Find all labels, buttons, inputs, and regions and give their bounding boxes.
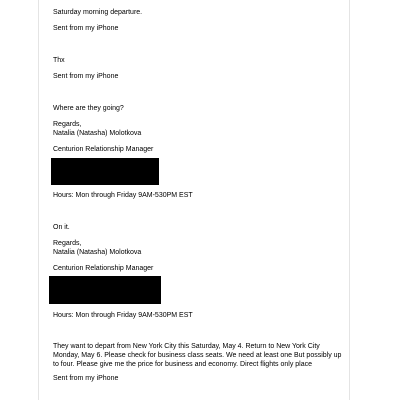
- regards-line: Regards,: [53, 240, 82, 247]
- hours-line: Hours: Mon through Friday 9AM-530PM EST: [53, 192, 193, 199]
- signature-iphone: Sent from my iPhone: [53, 73, 119, 80]
- regards-line: Regards,: [53, 121, 82, 128]
- document-page: [38, 0, 350, 400]
- signature-iphone: Sent from my iPhone: [53, 375, 119, 382]
- sender-name: Natalia (Natasha) Molotkova: [53, 249, 142, 256]
- redaction-box: [49, 276, 161, 304]
- thanks-line: Thx: [53, 57, 65, 64]
- redaction-box: [51, 158, 159, 185]
- sender-title: Centurion Relationship Manager: [53, 265, 154, 272]
- on-it-line: On it.: [53, 224, 70, 231]
- hours-line: Hours: Mon through Friday 9AM-530PM EST: [53, 312, 193, 319]
- question-line: Where are they going?: [53, 105, 124, 112]
- sender-name: Natalia (Natasha) Molotkova: [53, 130, 142, 137]
- signature-iphone: Sent from my iPhone: [53, 25, 119, 32]
- travel-request-paragraph: They want to depart from New York City this Saturday, May 4. Return to New York City Monday, May 6. Please check for business class seats. We need at least one But possibly up to four. Please give me the price for business and economy. Direct flights only place: [53, 343, 342, 368]
- sender-title: Centurion Relationship Manager: [53, 146, 154, 153]
- departure-line: Saturday morning departure.: [53, 9, 143, 16]
